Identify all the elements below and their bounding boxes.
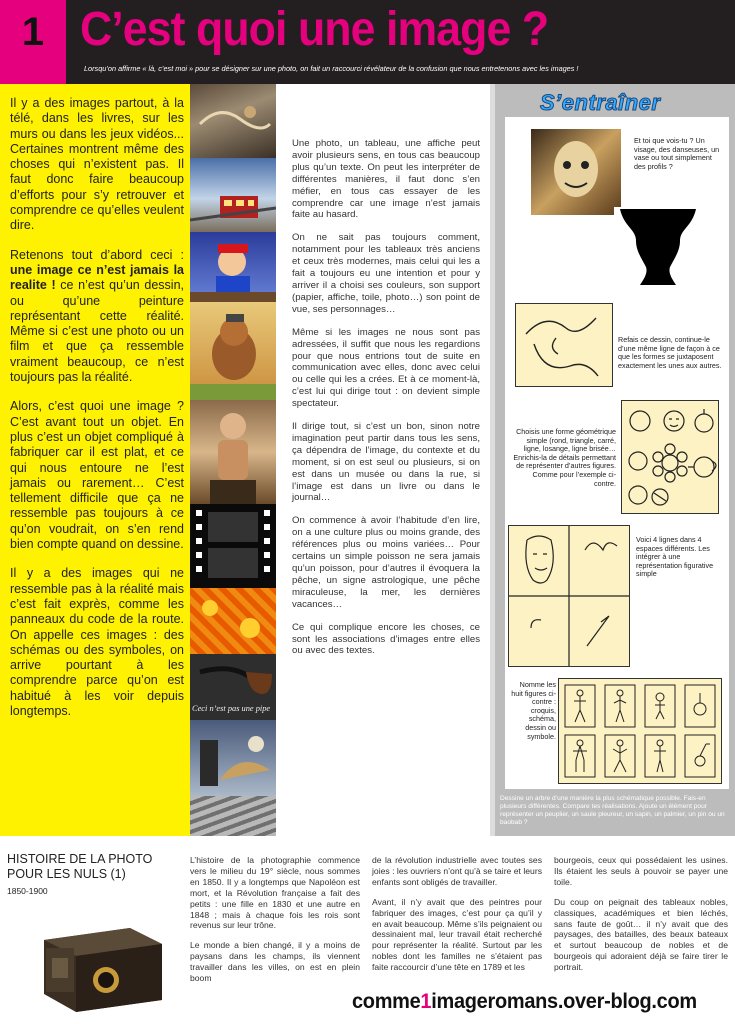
middle-paragraph-3: Même si les images ne nous sont pas adressées, il suffit que nous les regardions pour que nous entrions tout de suite en communication avec elles, donc avec celui ou celle qui les a crées. Et à ce moment-là, c’est lui qui dirige tout : on devient simple spectateur. [292, 326, 480, 410]
eight-figures-icon [559, 679, 721, 783]
image-strip [190, 84, 276, 836]
tile-pipe [190, 654, 276, 720]
training-title: S’entraîner [540, 90, 661, 115]
exercise-note-5: Nomme les huit figures ci-contre : croquis, schéma, dessin ou symbole. [511, 680, 556, 741]
history-years: 1850-1900 [7, 886, 48, 896]
history-column-1 [190, 855, 360, 993]
vase-profiles-icon [614, 207, 702, 287]
intro-paragraph-1: Il y a des images partout, à la télé, dans les livres, sur les murs ou dans les jeux vidéos... Certaines montrent même des choses qui n’existent pas. Il faut donc faire beaucoup d’efforts pour s’y retrouver et comprendre ce qu’elles veulent dire. [10, 96, 184, 233]
history-column-2 [372, 855, 542, 982]
tile-film-strip [190, 504, 276, 588]
page-subtitle: Lorsqu’on affirme « là, c’est moi » pour se désigner sur une photo, on fait un raccourci révélateur de la confusion que nous entretenons avec les images ! [84, 64, 579, 73]
train-icon [190, 158, 276, 232]
middle-paragraph-4: Il dirige tout, si c’est un bon, sinon notre imagination peut partir dans tous les sens, ça dépendra de l’image, du contexte et du moment, si on est seul ou plusieurs, si on est dans un musée ou dans la rue, si l’image est dans un livre ou dans le journal… [292, 421, 480, 504]
history-c1-paragraph-2: Le monde a bien changé, il y a moins de paysans dans les champs, ils viennent travailler dans les villes, on est en plein boom [190, 940, 360, 984]
intro-text [10, 96, 184, 733]
tile-grooves [190, 796, 276, 836]
animal-line-icon [516, 304, 612, 386]
intro-p2-end: ce n’est qu’un dessin, ou qu’une peinture représentant cette réalité. Même si c’est une photo ou un film et que ça ressemble vraiment beaucoup, ce n’est toujours pas la réalité. [10, 278, 184, 385]
tile-painted-dog [190, 302, 276, 400]
history-column-3 [554, 855, 728, 982]
history-c1-paragraph-1: L’histoire de la photographie commence vers le milieu du 19° siècle, nous sommes en 1850. Il y a longtemps que Napoléon est mort, et la Révolution française a fait des petits : une fille en 1830 et une autre en 1848 ; mais à chaque fois les rois sont revenus sur leur trône. [190, 855, 360, 931]
circle-variations-icon [622, 401, 718, 513]
dog-painting-icon [190, 302, 276, 400]
four-lines-icon [509, 526, 629, 666]
intro-p2-start: Retenons tout d’abord ceci : [10, 247, 184, 262]
continuous-line-drawing [515, 303, 613, 387]
exercise-note-3: Choisis une forme géométrique simple (rond, triangle, carré, ligne, losange, ligne brisée… Enrichis-la de détails permettant de représenter d’autres figures. Comme pour l’exemple ci-contre. [513, 427, 616, 488]
tile-pattern [190, 588, 276, 654]
four-lines-drawing [508, 525, 630, 667]
camera-icon [34, 918, 174, 1014]
blog-url[interactable] [352, 990, 697, 1014]
tile-train-wreck [190, 158, 276, 232]
intro-p2-bold: une image ce n’est jamais la realite ! [10, 262, 184, 293]
surreal-landscape-icon [190, 720, 276, 796]
tile-sculpture [190, 400, 276, 504]
tile-cave-painting [190, 84, 276, 158]
blog-url-part-1: comme [352, 990, 421, 1013]
tile-surreal-painting [190, 720, 276, 796]
cave-painting-icon [190, 84, 276, 158]
film-strip-icon [190, 504, 276, 588]
video-game-character-icon [190, 232, 276, 302]
history-title: HISTOIRE DE LA PHOTO POUR LES NULS (1) [7, 852, 153, 881]
pipe-caption: Ceci n’est pas une pipe [192, 704, 271, 713]
geometric-shapes-drawing [621, 400, 719, 514]
exercise-note-2: Refais ce dessin, continue-le d’une même ligne de façon à ce que les formes se juxtaposent exactement les unes aux autres. [618, 335, 722, 370]
middle-paragraph-1: Une photo, un tableau, une affiche peut avoir plusieurs sens, en tous cas beaucoup plus qu’un texte. On peut les interpréter de différentes manières, il faut donc s’en méfier, en tous cas essayer de les comprendre car une image n’est jamais faite au hasard. [292, 138, 480, 221]
history-c3-paragraph-2: Du coup on peignait des tableaux nobles, classiques, académiques et bien léchés, sans faute de goût… il n’y avait que des paysages, des batailles, des beaux bateaux et surtout beaucoup de nobles et de bourgeois qui adoraient déjà se faire tirer le portrait. [554, 896, 728, 973]
exercise-note-1: Et toi que vois-tu ? Un visage, des danseuses, un vase ou tout simplement des profils ? [634, 136, 720, 171]
intro-paragraph-2 [10, 248, 184, 386]
face-illusion-icon [531, 129, 621, 215]
middle-paragraph-6: Ce qui complique encore les choses, ce sont les associations d’images entre elles ou avec des textes. [292, 621, 480, 657]
page-title: C’est quoi une image ? [80, 3, 549, 56]
ambiguous-face-painting [531, 129, 621, 215]
middle-paragraph-2: On ne sait pas toujours comment, notamment pour les tableaux très anciens et ceux très modernes, mais celui qui les a fait a toujours eu une intention et pour y arriver il a choisi ses couleurs, son support (papier, affiche, toile, photo…) son point de vue, ses personnages… [292, 232, 480, 315]
orange-pattern-icon [190, 588, 276, 654]
history-c3-paragraph-1: bourgeois, ceux qui possédaient les usines. Ils étaient les seuls à pouvoir se payer une toile. [554, 855, 728, 887]
vase-illusion [614, 207, 702, 287]
middle-text [292, 138, 480, 668]
pipe-icon [190, 654, 276, 704]
statue-icon [190, 400, 276, 504]
blog-url-number: 1 [420, 990, 432, 1013]
chapter-number: 1 [21, 10, 45, 54]
exercise-note-bottom: Dessine un arbre d’une manière la plus schématique possible. Fais-en plusieurs différentes. Compare tes réalisations. Ajoute un élément pour représenter un peuplier, un saule pleureur, un sapin, un palmier, un pin ou un baobab ? [500, 795, 725, 826]
blog-url-part-2: imageromans.over-blog.com [431, 990, 697, 1013]
daguerreotype-camera-image [34, 918, 174, 1014]
intro-paragraph-4: Il y a des images qui ne ressemble pas à la réalité mais c’est fait exprès, comme les panneaux du code de la route. On appelle ces images : des schémas ou des symboles, on arrive pourtant à les comprendre parce qu’on est habitué à les voir depuis longtemps. [10, 566, 184, 718]
exercise-note-4: Voici 4 lignes dans 4 espaces différents. Les intégrer à une représentation figurative simple [636, 535, 714, 579]
tile-mario [190, 232, 276, 302]
middle-paragraph-5: On commence à avoir l’habitude d’en lire, on a une culture plus ou moins grande, des références plus ou moins variées… Pour certains un simple poisson ne sera jamais qu’un poisson, pour d’autres il évoquera la pêche, un signe astrologique, une pêche miraculeuse, la mer, les dernières vacances… [292, 515, 480, 610]
history-c2-paragraph-1: de la révolution industrielle avec toutes ses joies : les ouvriers n’ont qu’à se taire et leurs enfants sont obligés de travailler. [372, 855, 542, 887]
intro-paragraph-3: Alors, c’est quoi une image ? C’est avant tout un objet. En plus c’est un objet compliqué à fabriquer car il est plat, et ce qui nous entoure ne l’est jamais ou rarement… C’est tellement difficile que ça ne ressemble pas toujours à ce qu’on voudrait, on s’en rend bien compte quand on dessine. [10, 399, 184, 552]
eight-figures-drawing [558, 678, 722, 784]
history-c2-paragraph-2: Avant, il n’y avait que des peintres pour fabriquer des images, c’est pour ça qu’il y en avait beaucoup. Même s’ils peignaient ou dessinaient mal, leur travail était recherché pour représenter la réalité. Surtout par les nobles dont les familles ne s’étaient pas faite raccourcir d’une tête en 1789 et les [372, 896, 542, 973]
